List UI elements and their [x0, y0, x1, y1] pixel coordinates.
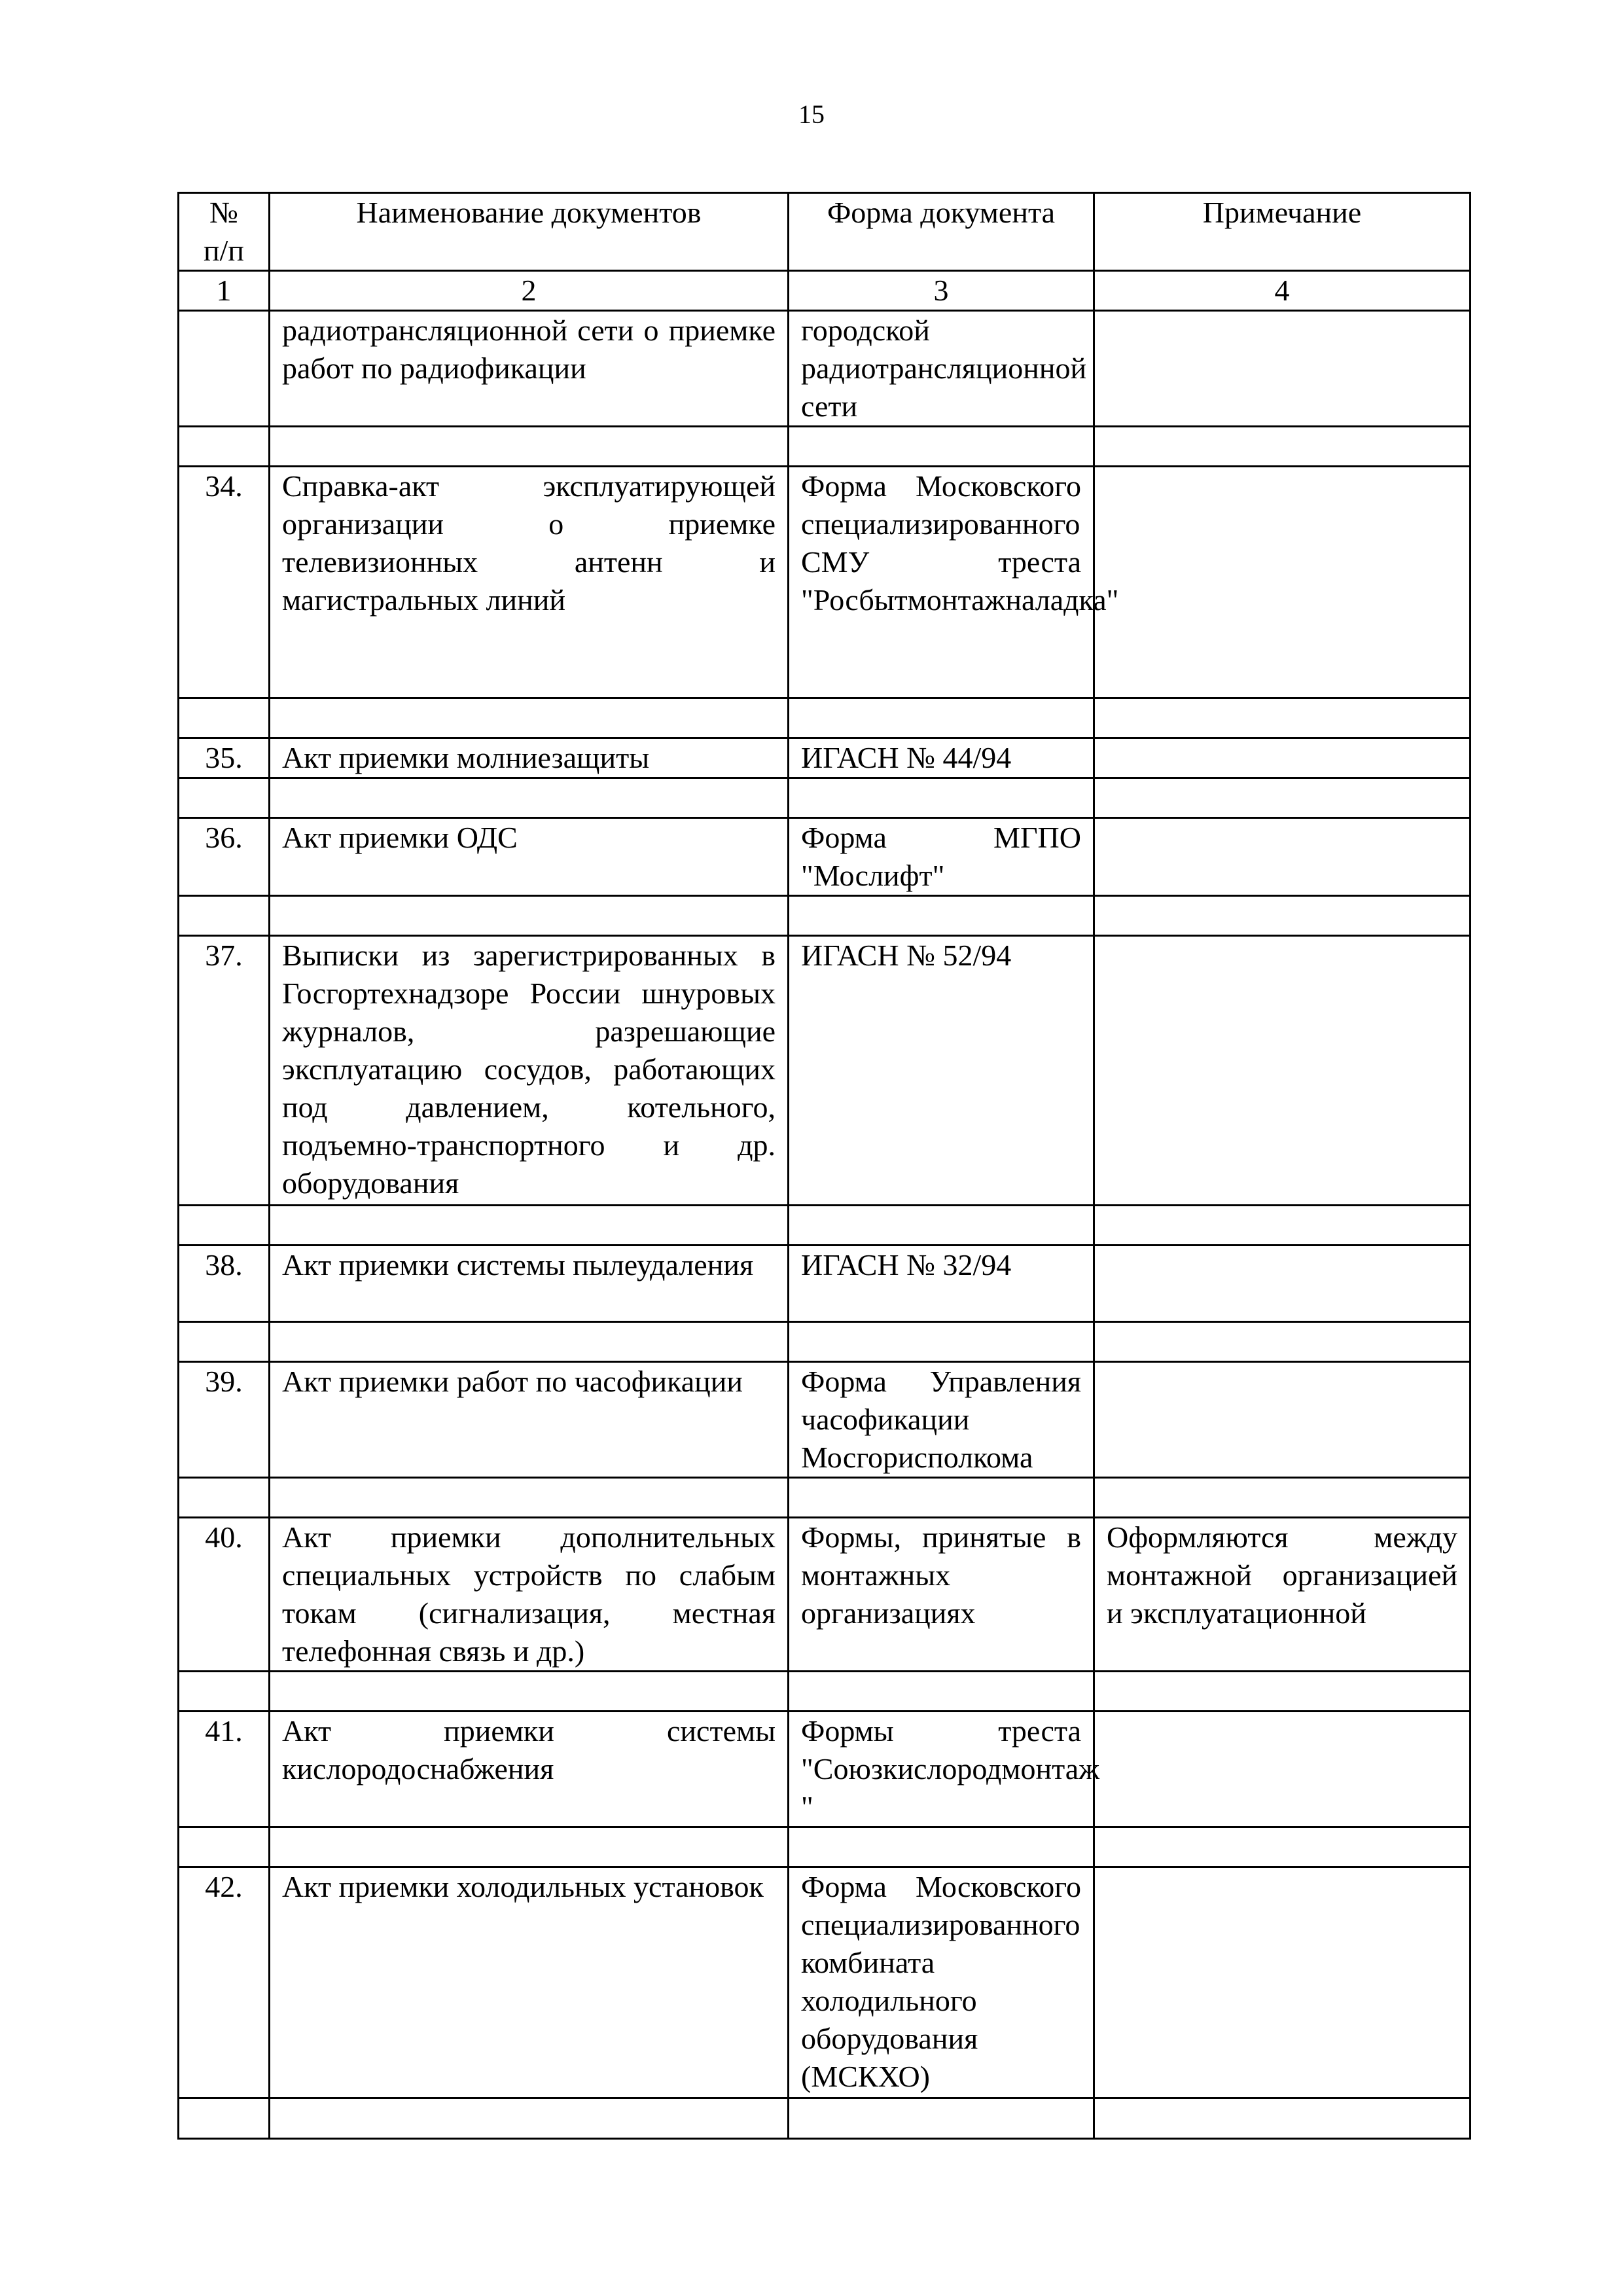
- column-number: 4: [1094, 271, 1471, 311]
- spacer-row: [179, 698, 1471, 738]
- row-document-name: Акт приемки системы кислородоснабжения: [270, 1712, 789, 1827]
- table-row: [179, 936, 1471, 1206]
- spacer-row: [179, 896, 1471, 936]
- header-document-name: Наименование документов: [270, 193, 789, 271]
- header-number: № п/п: [179, 193, 270, 271]
- table-row: [179, 467, 1471, 698]
- row-document-name: Акт приемки системы пылеудаления: [270, 1246, 789, 1322]
- row-document-name: Акт приемки холодильных установок: [270, 1867, 789, 2098]
- table-row: [179, 311, 1471, 427]
- spacer-row: [179, 427, 1471, 467]
- row-number: 34.: [179, 467, 270, 698]
- row-document-form: ИГАСН № 44/94: [789, 738, 1094, 778]
- row-note: [1094, 1362, 1471, 1478]
- spacer-row: [179, 1478, 1471, 1518]
- row-document-name: Акт приемки молниезащиты: [270, 738, 789, 778]
- row-document-form: ИГАСН № 32/94: [789, 1246, 1094, 1322]
- row-number: 40.: [179, 1518, 270, 1672]
- column-number: 2: [270, 271, 789, 311]
- row-note: [1094, 738, 1471, 778]
- row-number: 41.: [179, 1712, 270, 1827]
- spacer-row: [179, 1672, 1471, 1712]
- row-number: 36.: [179, 818, 270, 896]
- spacer-row: [179, 1827, 1471, 1867]
- row-number: 38.: [179, 1246, 270, 1322]
- row-document-form: Формы треста "Союзкислородмонтаж ": [789, 1712, 1094, 1827]
- spacer-row: [179, 778, 1471, 818]
- row-document-form: Формы, принятые в монтажных организациях: [789, 1518, 1094, 1672]
- row-document-name: Акт приемки ОДС: [270, 818, 789, 896]
- row-document-name: Справка-акт эксплуатирующей организации о приемке телевизионных антенн и магистральных линий: [270, 467, 789, 698]
- row-number: 35.: [179, 738, 270, 778]
- spacer-row: [179, 1322, 1471, 1362]
- row-note: [1094, 1712, 1471, 1827]
- column-number: 3: [789, 271, 1094, 311]
- header-note: Примечание: [1094, 193, 1471, 271]
- row-number: 37.: [179, 936, 270, 1206]
- table-row: [179, 1518, 1471, 1672]
- row-note: [1094, 1246, 1471, 1322]
- row-document-form: Форма Московского специализированного комбината холодильного оборудования (МСКХО): [789, 1867, 1094, 2098]
- row-document-name: Акт приемки работ по часофикации: [270, 1362, 789, 1478]
- table-row: [179, 1867, 1471, 2098]
- documents-table: [177, 192, 1471, 2140]
- row-note: [1094, 467, 1471, 698]
- row-document-name: радиотрансляционной сети о приемке работ по радиофикации: [270, 311, 789, 427]
- spacer-row: [179, 2098, 1471, 2139]
- row-note: [1094, 936, 1471, 1206]
- row-document-form: Форма Московского специализированного СМУ треста "Росбытмонтажналадка": [789, 467, 1094, 698]
- row-document-form: ИГАСН № 52/94: [789, 936, 1094, 1206]
- row-document-form: городской радиотрансляционной сети: [789, 311, 1094, 427]
- table-row: [179, 738, 1471, 778]
- table-row: [179, 1362, 1471, 1478]
- row-document-form: Форма МГПО "Мослифт": [789, 818, 1094, 896]
- table-header-row: [179, 193, 1471, 271]
- row-document-name: Выписки из зарегистрированных в Госгортехнадзоре России шнуровых журналов, разрешающие эксплуатацию сосудов, работающих под давлением, котельного, подъемно-транспортного и др. оборудования: [270, 936, 789, 1206]
- page-number: 15: [798, 99, 825, 129]
- row-number: 39.: [179, 1362, 270, 1478]
- row-number: 42.: [179, 1867, 270, 2098]
- spacer-row: [179, 1206, 1471, 1246]
- row-document-name: Акт приемки дополнительных специальных устройств по слабым токам (сигнализация, местная телефонная связь и др.): [270, 1518, 789, 1672]
- table-row: [179, 1246, 1471, 1322]
- column-number-row: [179, 271, 1471, 311]
- row-note: Оформляются между монтажной организацией и эксплуатационной: [1094, 1518, 1471, 1672]
- table-row: [179, 1712, 1471, 1827]
- row-note: [1094, 1867, 1471, 2098]
- row-note: [1094, 311, 1471, 427]
- column-number: 1: [179, 271, 270, 311]
- row-note: [1094, 818, 1471, 896]
- header-document-form: Форма документа: [789, 193, 1094, 271]
- row-number: [179, 311, 270, 427]
- row-document-form: Форма Управления часофикации Мосгорисполкома: [789, 1362, 1094, 1478]
- table-row: [179, 818, 1471, 896]
